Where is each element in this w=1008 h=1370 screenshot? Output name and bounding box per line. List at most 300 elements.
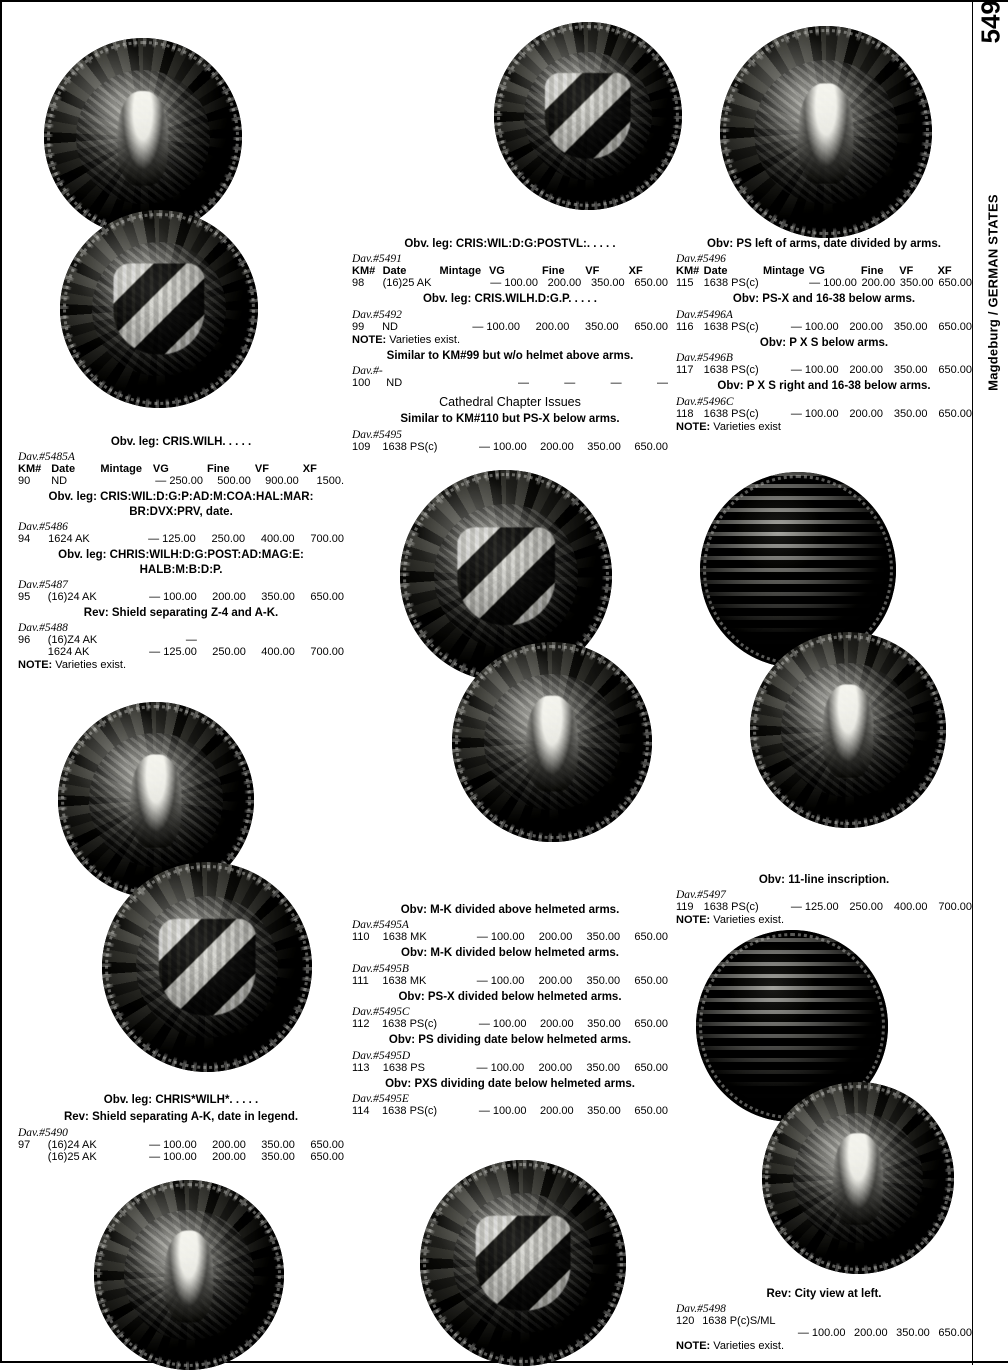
coin-km115-obverse xyxy=(720,26,932,238)
col-date: Date xyxy=(382,265,407,278)
cell-vf: — xyxy=(610,377,622,390)
cell-xf: 650.00 xyxy=(938,277,972,290)
coin-shield-device xyxy=(545,73,631,159)
cell-fine: — xyxy=(564,377,576,390)
price-table xyxy=(16,533,346,545)
table-row xyxy=(16,591,346,603)
cell-date: 1638 PS(c) xyxy=(703,277,759,290)
table-row xyxy=(674,321,974,333)
cell-vf: 350.00 xyxy=(893,407,928,420)
cell-km: 114 xyxy=(352,1104,370,1117)
coin-standing-figure-device xyxy=(823,685,874,779)
note-text: Varieties exist. xyxy=(713,914,785,927)
cell-xf: 650.00 xyxy=(634,320,668,333)
coin-bust-device xyxy=(117,91,168,186)
cell-mintage xyxy=(107,591,145,603)
price-table xyxy=(350,265,670,289)
cell-xf: 650.00 xyxy=(938,1327,972,1340)
col-mintage: Mintage xyxy=(762,265,805,278)
dav-reference: Dav.#5497 xyxy=(676,889,726,902)
cell-fine: 200.00 xyxy=(861,277,896,290)
dav-reference: Dav.#5495C xyxy=(352,1006,410,1019)
cell-date: 1624 AK xyxy=(47,646,90,659)
note-label: NOTE: xyxy=(676,420,711,433)
cell-vg: — 125.00 xyxy=(149,646,197,659)
cell-vg: — 100.00 xyxy=(149,590,197,603)
cell-vg: — 100.00 xyxy=(790,364,839,377)
cell-xf: 650.00 xyxy=(634,1104,668,1117)
cell-xf: 650.00 xyxy=(310,590,344,603)
cell-km xyxy=(16,1151,46,1163)
dav-reference: Dav.#5496B xyxy=(676,352,733,365)
cell-xf xyxy=(932,1315,974,1327)
cell-mintage xyxy=(443,1018,475,1030)
cell-xf: 650.00 xyxy=(938,320,972,333)
price-table xyxy=(16,1139,346,1163)
col-fine: Fine xyxy=(206,463,230,476)
cell-vf: 350.00 xyxy=(893,320,928,333)
cell-vf: 350.00 xyxy=(584,320,619,333)
cell-fine: 200.00 xyxy=(540,440,574,453)
cell-date: ND xyxy=(382,320,398,333)
table-row xyxy=(350,975,670,987)
cell-fine: 200.00 xyxy=(547,277,582,290)
cell-date xyxy=(700,1327,777,1339)
variety-heading: Rev: Shield separating Z-4 and A-K. xyxy=(83,606,279,619)
col-km: KM# xyxy=(352,265,376,278)
cell-km: 100 xyxy=(352,377,371,390)
cell-mintage xyxy=(107,646,145,658)
variety-heading: Obv. leg: CRIS.WILH.D:G.P. . . . . xyxy=(422,293,597,306)
note-line xyxy=(676,1340,974,1352)
cell-fine xyxy=(199,634,248,646)
left-column-listings xyxy=(16,432,346,673)
note-label: NOTE: xyxy=(676,914,711,927)
dav-reference: Dav.#5491 xyxy=(352,253,402,266)
price-table xyxy=(674,265,974,289)
variety-heading: Obv. leg: CHRIS:WILH:D:G:POST:AD:MAG:E: HALB:M:B:D:P. xyxy=(58,549,304,576)
cell-mintage xyxy=(438,277,487,289)
right-column-listings xyxy=(674,234,974,435)
cell-km xyxy=(674,1327,700,1339)
cell-vg: — 100.00 xyxy=(790,320,839,333)
cell-xf: 650.00 xyxy=(310,1138,344,1151)
col-vf: VF xyxy=(899,265,914,278)
cell-km: 110 xyxy=(352,931,370,944)
cell-vf: 350.00 xyxy=(261,1150,295,1163)
variety-heading: Obv: PS-X and 16-38 below arms. xyxy=(732,293,916,306)
coin-km97-reverse xyxy=(102,862,312,1072)
coin-shield-device xyxy=(476,1216,571,1311)
cell-km: 115 xyxy=(676,277,694,290)
cell-mintage xyxy=(107,634,145,646)
cell-mintage xyxy=(761,277,807,289)
cell-vg xyxy=(795,1315,848,1327)
cell-date: ND xyxy=(386,377,403,390)
cell-mintage xyxy=(763,321,787,333)
table-row xyxy=(674,1327,974,1339)
cell-vg: — 100.00 xyxy=(476,1061,525,1074)
note-text: Varieties exist. xyxy=(389,333,461,346)
cell-km: 94 xyxy=(18,533,31,546)
cell-vf: 350.00 xyxy=(586,1061,621,1074)
coin-km120-reverse xyxy=(762,1082,954,1274)
cell-date: 1638 PS(c) xyxy=(382,440,438,453)
cell-vf: 350.00 xyxy=(899,277,934,290)
table-row xyxy=(16,475,346,487)
variety-heading: Rev: Shield separating A-K, date in legend. xyxy=(63,1111,299,1124)
variety-heading: Obv. leg: CRIS:WIL:D:G:P:AD:M:COA:HAL:MAR: BR:DVX:PRV, date. xyxy=(48,491,314,518)
cell-xf: 650.00 xyxy=(634,1061,668,1074)
cell-km: 97 xyxy=(18,1138,31,1151)
col-vg: VG xyxy=(152,463,169,476)
cell-date: (16)Z4 AK xyxy=(47,634,98,647)
variety-heading: Obv. leg: CRIS:WIL:D:G:POSTVL:. . . . . xyxy=(404,238,616,250)
col-mintage: Mintage xyxy=(100,463,142,476)
cell-date: (16)25 AK xyxy=(47,1150,97,1163)
cell-vf: 900.00 xyxy=(265,475,299,488)
cell-fine: 500.00 xyxy=(217,475,251,488)
coin-standing-figure-device xyxy=(798,83,853,185)
price-table xyxy=(350,1062,670,1074)
col-km: KM# xyxy=(18,463,42,476)
note-label: NOTE: xyxy=(18,659,53,672)
cell-date: 1638 PS(c) xyxy=(703,320,759,333)
cell-vf: 350.00 xyxy=(586,974,621,987)
cell-vg: — xyxy=(185,634,197,647)
table-header-row xyxy=(16,463,346,475)
col-vf: VF xyxy=(254,463,269,476)
cell-date: 1638 MK xyxy=(382,974,427,987)
variety-heading: Obv: M-K divided below helmeted arms. xyxy=(401,947,619,960)
col-vg: VG xyxy=(808,265,825,278)
cell-km: 118 xyxy=(676,407,694,420)
dav-reference: Dav.#5485A xyxy=(18,451,75,464)
cell-km: 113 xyxy=(352,1061,370,1074)
cell-vf: 400.00 xyxy=(261,646,295,659)
note-line xyxy=(18,659,346,671)
col-date: Date xyxy=(703,265,728,278)
cell-vf: 400.00 xyxy=(893,901,928,914)
cell-date: 1638 PS(c) xyxy=(703,407,759,420)
cell-xf: 700.00 xyxy=(310,646,344,659)
price-table xyxy=(350,1105,670,1117)
table-row xyxy=(16,1139,346,1151)
cell-fine: 200.00 xyxy=(538,974,573,987)
cell-vf xyxy=(248,634,297,646)
cell-vg: — 250.00 xyxy=(155,475,203,488)
cell-date: (16)24 AK xyxy=(47,590,97,603)
dav-reference: Dav.#5496A xyxy=(676,308,733,321)
cell-date: 1638 PS(c) xyxy=(382,1104,438,1117)
table-row xyxy=(16,634,346,646)
cell-vg: — 100.00 xyxy=(472,320,521,333)
note-line xyxy=(352,334,670,346)
col-km: KM# xyxy=(676,265,700,278)
cell-xf: 650.00 xyxy=(310,1150,344,1163)
cell-km: 109 xyxy=(352,440,371,453)
cell-mintage xyxy=(98,475,151,487)
cell-fine: 250.00 xyxy=(849,901,884,914)
dav-reference: Dav.#5496 xyxy=(676,253,726,266)
table-row xyxy=(350,1062,670,1074)
cell-fine: 250.00 xyxy=(212,646,246,659)
cell-vf: 350.00 xyxy=(587,1104,621,1117)
coin-shield-device xyxy=(159,919,256,1016)
cell-vf: 350.00 xyxy=(261,590,295,603)
note-line xyxy=(676,421,974,433)
cell-fine: 200.00 xyxy=(212,1138,246,1151)
cell-vf: 350.00 xyxy=(896,1327,930,1340)
note-line xyxy=(676,914,974,926)
cell-km: 96 xyxy=(18,634,31,647)
dav-reference: Dav.#5486 xyxy=(18,521,68,534)
dav-reference: Dav.#5495E xyxy=(352,1092,409,1105)
col-date: Date xyxy=(51,463,76,476)
left-column-listings-lower xyxy=(16,1090,346,1164)
cell-xf: 650.00 xyxy=(634,1018,668,1031)
table-row xyxy=(16,533,346,545)
cell-fine: 250.00 xyxy=(211,533,246,546)
price-table xyxy=(350,377,670,389)
cell-km: 95 xyxy=(18,590,31,603)
variety-heading: Obv: 11-line inscription. xyxy=(758,874,890,886)
cell-date: 1638 MK xyxy=(382,931,427,944)
table-row xyxy=(16,1151,346,1163)
cell-xf: 650.00 xyxy=(634,974,668,987)
cell-mintage xyxy=(439,931,473,943)
running-head-text: Magdeburg / GERMAN STATES xyxy=(985,194,1001,391)
cell-vg: — 100.00 xyxy=(809,277,857,290)
cell-date: 1638 PS(c) xyxy=(703,901,759,914)
cell-km: 117 xyxy=(676,364,694,377)
price-table xyxy=(350,931,670,943)
cell-date: (16)24 AK xyxy=(47,1138,97,1151)
cell-xf: 1500. xyxy=(316,475,344,488)
cell-mintage xyxy=(778,1315,795,1327)
note-text: Varieties exist. xyxy=(55,659,127,672)
variety-heading: Obv. leg: CHRIS*WILH*. . . . . xyxy=(103,1094,259,1106)
dav-reference: Dav.#5488 xyxy=(18,622,68,635)
table-row xyxy=(350,1105,670,1117)
cell-vg: — 125.00 xyxy=(148,533,196,546)
cell-vg: — 100.00 xyxy=(478,440,527,453)
cell-mintage xyxy=(438,1062,472,1074)
col-fine: Fine xyxy=(541,265,565,278)
table-row xyxy=(674,364,974,376)
cell-vf xyxy=(890,1315,932,1327)
note-label: NOTE: xyxy=(676,1340,711,1353)
variety-heading: Obv: PS dividing date below helmeted arms. xyxy=(388,1034,632,1047)
cell-mintage xyxy=(438,975,472,987)
cell-vf: 350.00 xyxy=(893,364,928,377)
col-xf: XF xyxy=(628,265,643,278)
right-column-listings-lower xyxy=(674,1284,974,1354)
variety-heading: Obv: P X S right and 16-38 below arms. xyxy=(717,380,931,393)
col-xf: XF xyxy=(937,265,952,278)
cell-km: 90 xyxy=(18,475,31,488)
price-table xyxy=(350,975,670,987)
variety-heading: Obv: PS left of arms, date divided by arms. xyxy=(707,238,941,250)
cell-vg: — 100.00 xyxy=(478,1018,527,1031)
cell-xf: — xyxy=(657,377,668,390)
cell-vg: — 100.00 xyxy=(149,1150,197,1163)
cell-km: 99 xyxy=(352,320,365,333)
dav-reference: Dav.#5495D xyxy=(352,1049,411,1062)
variety-heading: Similar to KM#99 but w/o helmet above arms. xyxy=(386,349,634,362)
cell-vg: — 100.00 xyxy=(476,931,525,944)
table-row xyxy=(350,1018,670,1030)
table-row xyxy=(674,901,974,913)
cell-mintage xyxy=(107,1139,145,1151)
dav-reference: Dav.#5490 xyxy=(18,1126,68,1139)
cell-xf: 650.00 xyxy=(634,440,668,453)
cell-vg: — 100.00 xyxy=(797,1327,846,1340)
dav-reference: Dav.#5492 xyxy=(352,308,402,321)
dav-reference: Dav.#5496C xyxy=(676,395,734,408)
coin-lower-left-portrait xyxy=(94,1180,284,1370)
coin-km98-obverse xyxy=(494,22,682,210)
variety-heading: Rev: City view at left. xyxy=(766,1288,882,1300)
price-table xyxy=(674,364,974,376)
cell-fine: 200.00 xyxy=(849,320,884,333)
cell-mintage xyxy=(443,1105,475,1117)
cell-vg: — 100.00 xyxy=(149,1138,197,1151)
table-row xyxy=(674,277,974,289)
cell-fine xyxy=(848,1315,890,1327)
cell-km: 111 xyxy=(352,974,369,987)
price-table xyxy=(16,463,346,487)
price-table xyxy=(674,321,974,333)
coin-bust-device xyxy=(131,755,182,849)
price-table xyxy=(350,441,670,453)
cell-fine: 200.00 xyxy=(849,364,884,377)
col-vg: VG xyxy=(488,265,505,278)
cell-mintage xyxy=(763,364,787,376)
cell-km: 98 xyxy=(352,277,365,290)
variety-heading: Obv: M-K divided above helmeted arms. xyxy=(400,904,620,916)
table-row xyxy=(350,441,670,453)
variety-heading: Obv. leg: CRIS.WILH. . . . . xyxy=(110,436,252,448)
table-header-row xyxy=(350,265,670,277)
table-row xyxy=(674,408,974,420)
coin-km90-obverse xyxy=(44,38,242,236)
dav-reference: Dav.#5495A xyxy=(352,919,409,932)
cell-mintage xyxy=(429,321,467,333)
cell-vg: — xyxy=(517,377,529,390)
cell-vf: 400.00 xyxy=(260,533,295,546)
variety-heading: Similar to KM#110 but PS-X below arms. xyxy=(400,413,620,426)
note-label: NOTE: xyxy=(352,333,387,346)
table-row xyxy=(350,377,670,389)
cell-xf: 650.00 xyxy=(938,407,972,420)
table-row xyxy=(350,321,670,333)
price-table xyxy=(16,591,346,603)
cell-mintage xyxy=(105,533,144,545)
cell-fine: 200.00 xyxy=(212,590,246,603)
coin-shield-device xyxy=(113,263,204,354)
table-row xyxy=(674,1315,974,1327)
cell-mintage xyxy=(763,408,787,420)
right-column-listings-middle xyxy=(674,870,974,928)
page-number: 549 xyxy=(975,0,1006,44)
coin-bust-device xyxy=(164,1231,213,1322)
price-table xyxy=(16,634,346,658)
cell-km xyxy=(16,646,46,658)
coin-km110-reverse xyxy=(452,642,652,842)
cell-km: 120 xyxy=(676,1315,695,1328)
cell-fine: 200.00 xyxy=(538,1061,573,1074)
cell-fine: 200.00 xyxy=(849,407,884,420)
table-row xyxy=(16,646,346,658)
cell-vg: — 100.00 xyxy=(790,407,839,420)
cell-mintage xyxy=(107,1151,145,1163)
cell-km: 119 xyxy=(676,901,694,914)
cell-mintage xyxy=(763,901,787,913)
coin-km114-reverse xyxy=(420,1160,626,1366)
col-fine: Fine xyxy=(860,265,884,278)
cell-vg: — 100.00 xyxy=(490,277,538,290)
price-table xyxy=(350,321,670,333)
cell-mintage xyxy=(439,377,484,389)
col-xf: XF xyxy=(302,463,317,476)
price-table xyxy=(674,901,974,913)
cell-date: 1638 PS(c) xyxy=(703,364,759,377)
cell-vf: 350.00 xyxy=(261,1138,295,1151)
cell-xf: 700.00 xyxy=(938,901,972,914)
cell-xf: 650.00 xyxy=(634,931,668,944)
middle-column-listings xyxy=(350,234,670,454)
cell-km: 112 xyxy=(352,1018,370,1031)
cell-fine: 200.00 xyxy=(212,1150,246,1163)
dav-reference: Dav.#- xyxy=(352,365,383,378)
dav-reference: Dav.#5495 xyxy=(352,428,402,441)
dav-reference: Dav.#5495B xyxy=(352,962,409,975)
cell-vf: 350.00 xyxy=(586,931,621,944)
cell-vf: 350.00 xyxy=(587,1018,621,1031)
coin-standing-figure-device xyxy=(526,696,578,792)
coin-shield-device xyxy=(457,527,555,625)
dav-reference: Dav.#5498 xyxy=(676,1303,726,1316)
cell-mintage xyxy=(443,441,475,453)
cell-fine: 200.00 xyxy=(535,320,570,333)
col-mintage: Mintage xyxy=(439,265,482,278)
cell-xf: 650.00 xyxy=(634,277,668,290)
cell-fine: 200.00 xyxy=(540,1104,574,1117)
table-row xyxy=(350,931,670,943)
cell-vf: 350.00 xyxy=(590,277,625,290)
cell-date: 1638 PS xyxy=(382,1061,425,1074)
variety-heading: Obv: P X S below arms. xyxy=(759,336,889,349)
cell-date: 1624 AK xyxy=(48,533,90,546)
cell-fine: 200.00 xyxy=(538,931,573,944)
cell-date: (16)25 AK xyxy=(382,277,432,290)
cell-fine: 200.00 xyxy=(540,1018,574,1031)
section-heading: Cathedral Chapter Issues xyxy=(439,395,581,410)
dav-reference: Dav.#5487 xyxy=(18,578,68,591)
price-table xyxy=(674,1315,974,1339)
cell-vg: — 125.00 xyxy=(790,901,839,914)
cell-date: ND xyxy=(51,475,68,488)
col-vf: VF xyxy=(585,265,600,278)
middle-column-listings-lower xyxy=(350,900,670,1118)
cell-km: 116 xyxy=(676,320,694,333)
running-head xyxy=(972,2,1008,1365)
coin-km119-reverse xyxy=(750,632,946,828)
cell-fine: 200.00 xyxy=(854,1327,888,1340)
cell-vf: 350.00 xyxy=(587,440,621,453)
cell-xf: 650.00 xyxy=(938,364,972,377)
